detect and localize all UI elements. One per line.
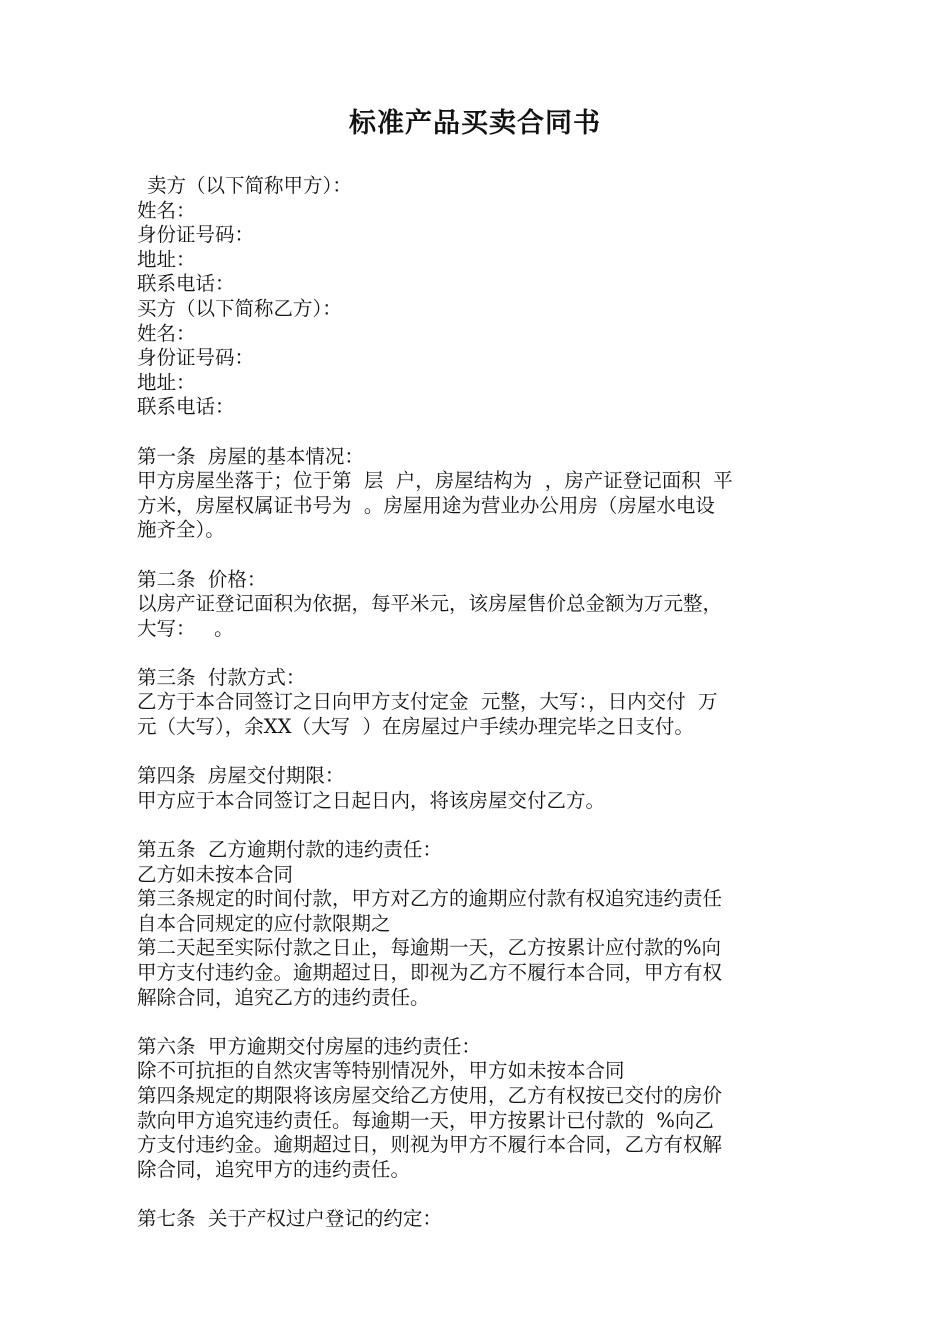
article-text-line: 元（大写），余XX（大写 ）在房屋过户手续办理完毕之日支付。 (137, 715, 694, 739)
article-text-line: 甲方应于本合同签订之日起日内，将该房屋交付乙方。 (137, 788, 606, 812)
article-text-line: 乙方如未按本合同 (137, 862, 294, 886)
article-text-line: 自本合同规定的应付款限期之 (137, 911, 391, 935)
article-text-line: 第二天起至实际付款之日止，每逾期一天，乙方按累计应付款的%向 (137, 936, 722, 960)
document-body (137, 174, 815, 1232)
article-section (137, 1207, 815, 1232)
article-heading: 第五条 乙方逾期付款的违约责任： (137, 838, 442, 862)
article-heading: 第一条 房屋的基本情况： (137, 444, 364, 468)
seller-name: 姓名： (137, 198, 196, 222)
article-text-line: 乙方于本合同签订之日向甲方支付定金 元整，大写：，日内交付 万 (137, 690, 718, 714)
article-section (137, 838, 815, 1010)
article-text-line: 以房产证登记面积为依据，每平米元，该房屋售价总金额为万元整， (137, 592, 723, 616)
article-spacer (137, 813, 815, 838)
article-heading: 第四条 房屋交付期限： (137, 764, 345, 788)
article-spacer (137, 641, 815, 666)
article-text-line: 方支付违约金。逾期超过日，则视为甲方不履行本合同，乙方有权解 (137, 1133, 723, 1157)
article-section (137, 568, 815, 642)
article-heading: 第七条 关于产权过户登记的约定： (137, 1206, 442, 1230)
article-text-line: 第四条规定的期限将该房屋交给乙方使用，乙方有权按已交付的房价 (137, 1083, 723, 1107)
buyer-address: 地址： (137, 370, 196, 394)
article-section (137, 764, 815, 813)
article-text-line: 方米，房屋权属证书号为 。房屋用途为营业办公用房（房屋水电设 (137, 493, 715, 517)
articles-list (137, 420, 815, 1232)
article-text-line: 款向甲方追究违约责任。每逾期一天，甲方按累计已付款的 %向乙 (137, 1108, 714, 1132)
article-text-line: 除合同，追究甲方的违约责任。 (137, 1157, 411, 1181)
seller-phone: 联系电话： (137, 272, 235, 296)
article-spacer (137, 1182, 815, 1207)
seller-address: 地址： (137, 247, 196, 271)
article-text-line: 解除合同，追究乙方的违约责任。 (137, 985, 430, 1009)
article-section (137, 666, 815, 740)
article-text-line: 除不可抗拒的自然灾害等特别情况外，甲方如未按本合同 (137, 1059, 625, 1083)
article-heading: 第六条 甲方逾期交付房屋的违约责任： (137, 1034, 481, 1058)
buyer-id-number: 身份证号码： (137, 346, 255, 370)
article-section (137, 445, 815, 543)
article-heading: 第三条 付款方式： (137, 665, 306, 689)
buyer-heading: 买方（以下简称乙方）： (137, 296, 342, 320)
article-spacer (137, 420, 815, 445)
article-text-line: 甲方支付违约金。逾期超过日，即视为乙方不履行本合同，甲方有权 (137, 961, 723, 984)
seller-section (137, 174, 815, 297)
article-heading: 第二条 价格： (137, 567, 267, 591)
article-spacer (137, 543, 815, 568)
buyer-name: 姓名： (137, 321, 196, 345)
buyer-phone: 联系电话： (137, 395, 235, 419)
article-spacer (137, 740, 815, 765)
buyer-section (137, 297, 815, 420)
document-title: 标准产品买卖合同书 (349, 108, 601, 139)
article-text-line: 甲方房屋坐落于；位于第 层 户，房屋结构为 ，房产证登记面积 平 (137, 469, 733, 493)
article-spacer (137, 1010, 815, 1035)
seller-heading: 卖方（以下简称甲方）： (147, 174, 352, 197)
article-text-line: 大写： 。 (137, 616, 234, 640)
article-text-line: 第三条规定的时间付款，甲方对乙方的逾期应付款有权追究违约责任 (137, 887, 723, 911)
article-section (137, 1035, 815, 1183)
article-text-line: 施齐全）。 (137, 518, 225, 542)
seller-id-number: 身份证号码： (137, 223, 255, 247)
